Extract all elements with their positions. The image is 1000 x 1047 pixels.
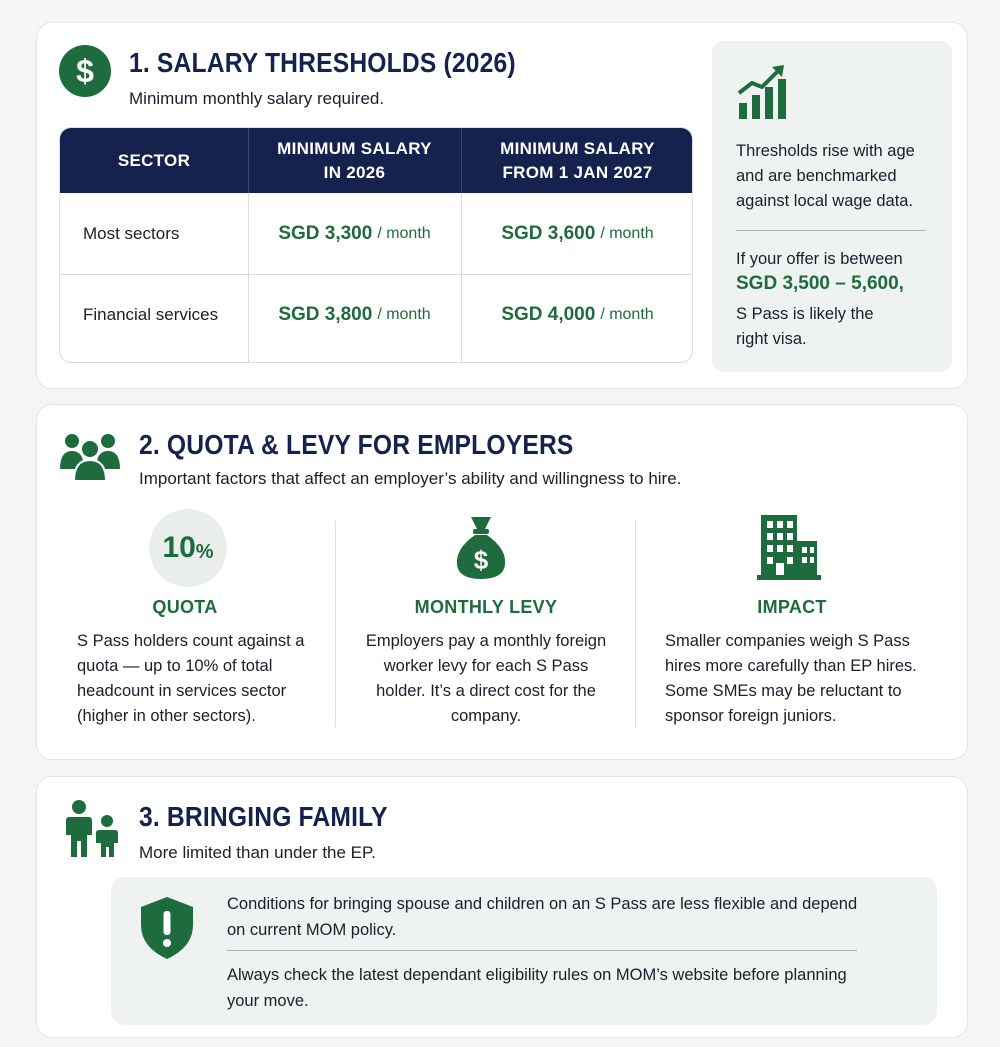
divider — [736, 230, 926, 231]
impact-column — [637, 505, 947, 730]
section-subtitle: Important factors that affect an employer’s ability and willingness to hire. — [139, 469, 682, 488]
section-title: 2. QUOTA & LEVY FOR EMPLOYERS — [139, 429, 574, 460]
offer-range-text: If your offer is between — [736, 250, 903, 268]
table-cell-2027: SGD 4,000 / month — [501, 304, 654, 325]
levy-column — [337, 505, 635, 730]
notice-text-conditions: Conditions for bringing spouse and children on an S Pass are less flexible and depend on current MOM policy. — [227, 895, 858, 939]
table-cell-2026: SGD 3,300 / month — [278, 223, 431, 244]
bringing-family-card — [36, 776, 968, 1038]
money-bag-icon — [453, 513, 509, 581]
growth-chart-icon — [736, 63, 788, 121]
column-title: QUOTA — [152, 597, 218, 617]
salary-table — [59, 127, 693, 363]
column-text: Employers pay a monthly foreign worker levy for each S Pass holder. It’s a direct cost for the company. — [365, 632, 607, 725]
column-text: Smaller companies weigh S Pass hires more carefully than EP hires. Some SMEs may be reluctant to sponsor foreign juniors. — [665, 632, 917, 725]
thresholds-note-text: Thresholds rise with age and are benchmarked against local wage data. — [736, 142, 915, 210]
building-icon — [755, 511, 823, 583]
offer-range-amount: SGD 3,500 – 5,600, — [736, 273, 904, 294]
header-sector: SECTOR — [117, 150, 191, 170]
column-text: S Pass holders count against a quota — up to 10% of total headcount in services sector (higher in other sectors). — [77, 632, 305, 725]
quota-levy-card — [36, 404, 968, 760]
quota-percent-badge: 10 % — [149, 509, 227, 587]
table-row-sector: Most sectors — [83, 224, 180, 243]
column-title: IMPACT — [757, 597, 827, 617]
section-title: 3. BRINGING FAMILY — [139, 801, 388, 832]
section-title: 1. SALARY THRESHOLDS (2026) — [129, 47, 516, 78]
quota-column — [37, 505, 333, 730]
salary-thresholds-card — [36, 22, 968, 389]
header-2026: MINIMUM SALARY IN 2026 — [277, 138, 432, 182]
table-cell-2027: SGD 3,600 / month — [501, 223, 654, 244]
shield-alert-icon — [137, 895, 197, 961]
dependant-notice-panel — [111, 877, 937, 1025]
table-header — [60, 128, 692, 193]
svg-text:$: $ — [473, 545, 489, 575]
section-subtitle: Minimum monthly salary required. — [129, 89, 385, 108]
notice-text-check-rules: Always check the latest dependant eligibility rules on MOM’s website before planning your move. — [227, 966, 847, 1010]
section-subtitle: More limited than under the EP. — [139, 843, 376, 862]
family-icon — [61, 799, 123, 859]
thresholds-note-panel — [712, 41, 952, 372]
column-title: MONTHLY LEVY — [414, 597, 558, 617]
table-cell-2026: SGD 3,800 / month — [278, 304, 431, 325]
svg-text:$: $ — [76, 53, 94, 89]
table-row-sector: Financial services — [83, 305, 219, 324]
dollar-icon — [59, 45, 111, 97]
people-icon — [59, 429, 121, 481]
header-2027: MINIMUM SALARY FROM 1 JAN 2027 — [500, 138, 655, 182]
visa-recommendation-text: S Pass is likely the right visa. — [736, 305, 874, 348]
divider — [227, 950, 857, 951]
